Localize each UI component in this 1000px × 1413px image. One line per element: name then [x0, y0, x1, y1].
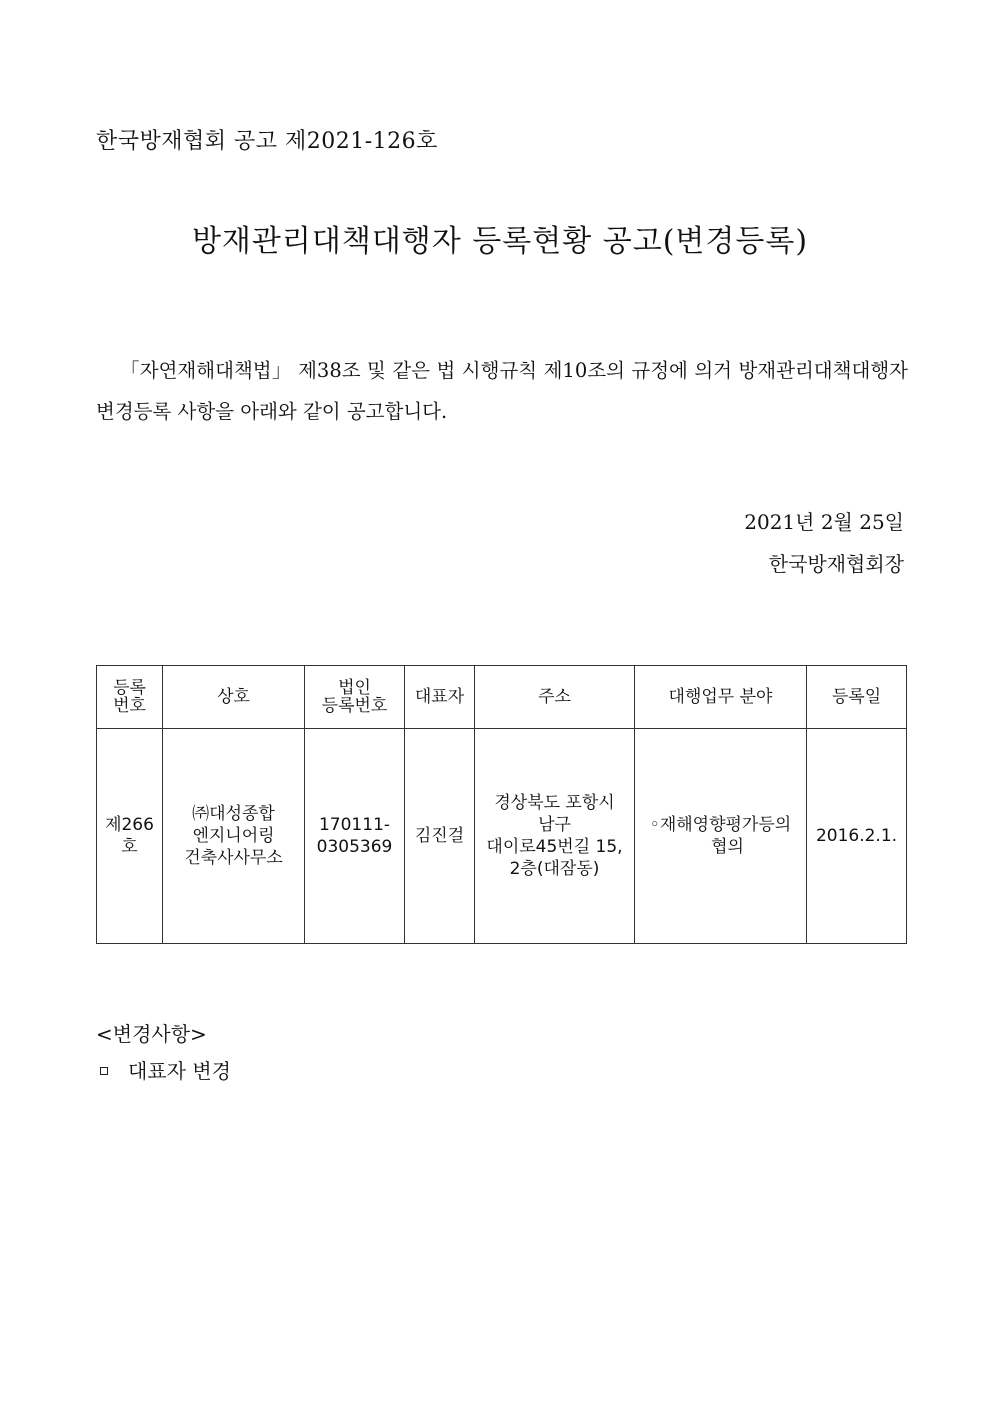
header-field: 대행업무 분야: [635, 666, 807, 729]
cell-address: [475, 729, 635, 944]
cell-field: [635, 729, 807, 944]
header-corp-no-line1: 법인: [338, 678, 371, 698]
notice-date: 2021년 2월 25일: [744, 510, 904, 534]
company-line2: 엔지니어링: [192, 826, 275, 846]
table-header-row: [97, 666, 907, 729]
changes-heading: <변경사항>: [96, 1022, 207, 1046]
field-line2: 협의: [711, 837, 744, 857]
cell-reg-no: 제266호: [97, 729, 163, 944]
header-corp-no-line2: 등록번호: [321, 696, 388, 716]
company-line3: 건축사사무소: [184, 848, 283, 868]
address-line1: 경상북도 포항시: [494, 793, 615, 813]
square-bullet-icon: [100, 1067, 108, 1075]
field-line1: ◦재해영향평가등의: [649, 815, 792, 835]
header-reg-date: 등록일: [807, 666, 907, 729]
header-reg-no-line2: 번호: [113, 696, 146, 716]
corp-no-line1: 170111-: [318, 815, 391, 835]
address-line3: 대이로45번길 15,: [486, 837, 623, 857]
cell-company: [163, 729, 305, 944]
header-reg-no: [97, 666, 163, 729]
cell-representative: 김진걸: [405, 729, 475, 944]
header-address: 주소: [475, 666, 635, 729]
registration-table: [96, 665, 907, 944]
cell-corp-no: [305, 729, 405, 944]
header-corp-no: [305, 666, 405, 729]
list-item: [100, 1055, 231, 1084]
document-title: 방재관리대책대행자 등록현황 공고(변경등록): [191, 224, 809, 259]
notice-body: 「자연재해대책법」 제38조 및 같은 법 시행규칙 제10조의 규정에 의거 방재관리대책대행자 변경등록 사항을 아래와 같이 공고합니다.: [96, 359, 908, 423]
notice-number: 한국방재협회 공고 제2021-126호: [96, 129, 438, 154]
change-item-text: 대표자 변경: [128, 1059, 231, 1083]
issuer-name: 한국방재협회장: [768, 552, 904, 576]
header-company: 상호: [163, 666, 305, 729]
address-line2: 남구: [538, 815, 571, 835]
address-line4: 2층(대잠동): [509, 859, 600, 879]
corp-no-line2: 0305369: [316, 837, 393, 857]
company-line1: ㈜대성종합: [192, 804, 275, 824]
table-row: [97, 729, 907, 944]
header-reg-no-line1: 등록: [113, 678, 146, 698]
header-representative: 대표자: [405, 666, 475, 729]
cell-reg-date: 2016.2.1.: [807, 729, 907, 944]
